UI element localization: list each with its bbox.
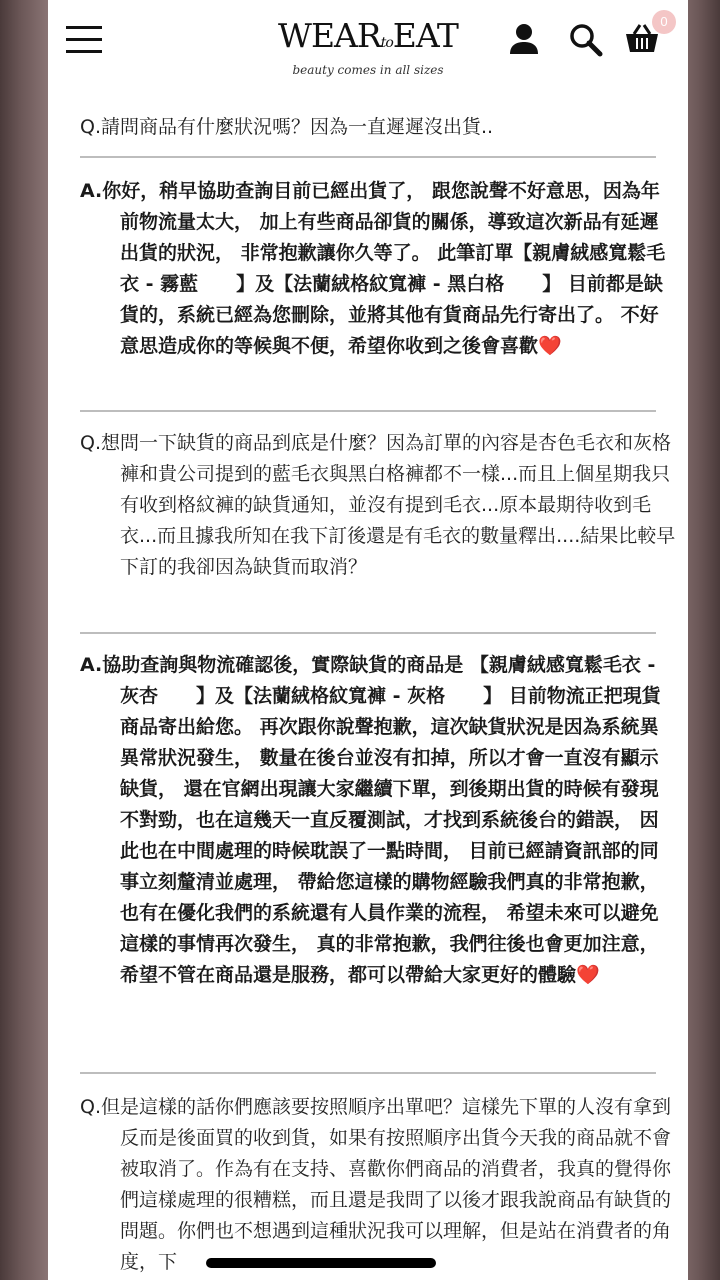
user-icon[interactable] bbox=[504, 20, 544, 60]
divider bbox=[80, 410, 656, 412]
question-2: Q.想問一下缺貨的商品到底是什麼？因為訂單的內容是杏色毛衣和灰格褲和貴公司提到的藍毛衣與黑白格褲都不一樣...而且上個星期我只有收到格紋褲的缺貨通知，並沒有提到毛衣...原本最期待收到毛衣...而且據我所知在我下訂後還是有毛衣的數量釋出....結果比較早下訂的我卻因為缺貨而取消？ bbox=[80, 432, 676, 578]
divider bbox=[80, 156, 656, 158]
brand-logo[interactable] bbox=[268, 18, 468, 77]
header-bar bbox=[48, 0, 688, 80]
menu-icon[interactable] bbox=[66, 26, 102, 54]
search-icon[interactable] bbox=[566, 20, 606, 60]
divider bbox=[80, 1072, 656, 1074]
divider bbox=[80, 632, 656, 634]
heart-emoji-icon: ❤️ bbox=[576, 964, 600, 986]
question-3: Q.但是這樣的話你們應該要按照順序出單吧？這樣先下單的人沒有拿到反而是後面買的收到貨，如果有按照順序出貨今天我的商品就不會被取消了。作為有在支持、喜歡你們商品的消費者，我真的覺得你們這樣處理的很糟糕，而且還是我問了以後才跟我說商品有缺貨的問題。你們也不想遇到這種狀況我可以理解，但是站在消費者的角度，下 bbox=[80, 1096, 672, 1273]
logo-tagline: beauty comes in all sizes bbox=[292, 63, 444, 77]
page bbox=[48, 0, 688, 1280]
question-1: Q.請問商品有什麼狀況嗎？因為一直遲遲沒出貨.. bbox=[80, 116, 494, 138]
cart-count-badge: 0 bbox=[652, 10, 676, 34]
answer-1: A.你好，稍早協助查詢目前已經出貨了， 跟您說聲不好意思，因為年前物流量太大， 加上有些商品卻貨的關係，導致這次新品有延遲出貨的狀況， 非常抱歉讓你久等了。 此筆訂單【親膚絨感寬鬆毛衣 - 霧藍 】及【法蘭絨格紋寬褲 - 黑白格 】 目前都是缺貨的，系統已經為您刪除，並將其他有貨商品先行寄出了。 不好意思造成你的等候與不便，希望你收到之後會喜歡❤️ bbox=[80, 180, 666, 357]
logo-wordmark: WEARtoEAT bbox=[278, 16, 458, 55]
heart-emoji-icon: ❤️ bbox=[538, 335, 562, 357]
answer-2: A.協助查詢與物流確認後，實際缺貨的商品是 【親膚絨感寬鬆毛衣 - 灰杏 】及【法蘭絨格紋寬褲 - 灰格 】 目前物流正把現貨商品寄出給您。 再次跟你說聲抱歉，這次缺貨狀況是因為系統異異常狀況發生， 數量在後台並沒有扣掉，所以才會一直沒有顯示缺貨， 還在官網出現讓大家繼續下單，到後期出貨的時候有發現不對勁，也在這幾天一直反覆測試，才找到系統後台的錯誤， 因此也在中間處理的時候耽誤了一點時間， 目前已經請資訊部的同事立刻釐清並處理， 帶給您這樣的購物經驗我們真的非常抱歉， 也有在優化我們的系統還有人員作業的流程， 希望未來可以避免這樣的事情再次發生， 真的非常抱歉，我們往後也會更加注意， 希望不管在商品還是服務，都可以帶給大家更好的體驗❤️ bbox=[80, 654, 661, 986]
redaction-scribble bbox=[206, 1258, 436, 1268]
